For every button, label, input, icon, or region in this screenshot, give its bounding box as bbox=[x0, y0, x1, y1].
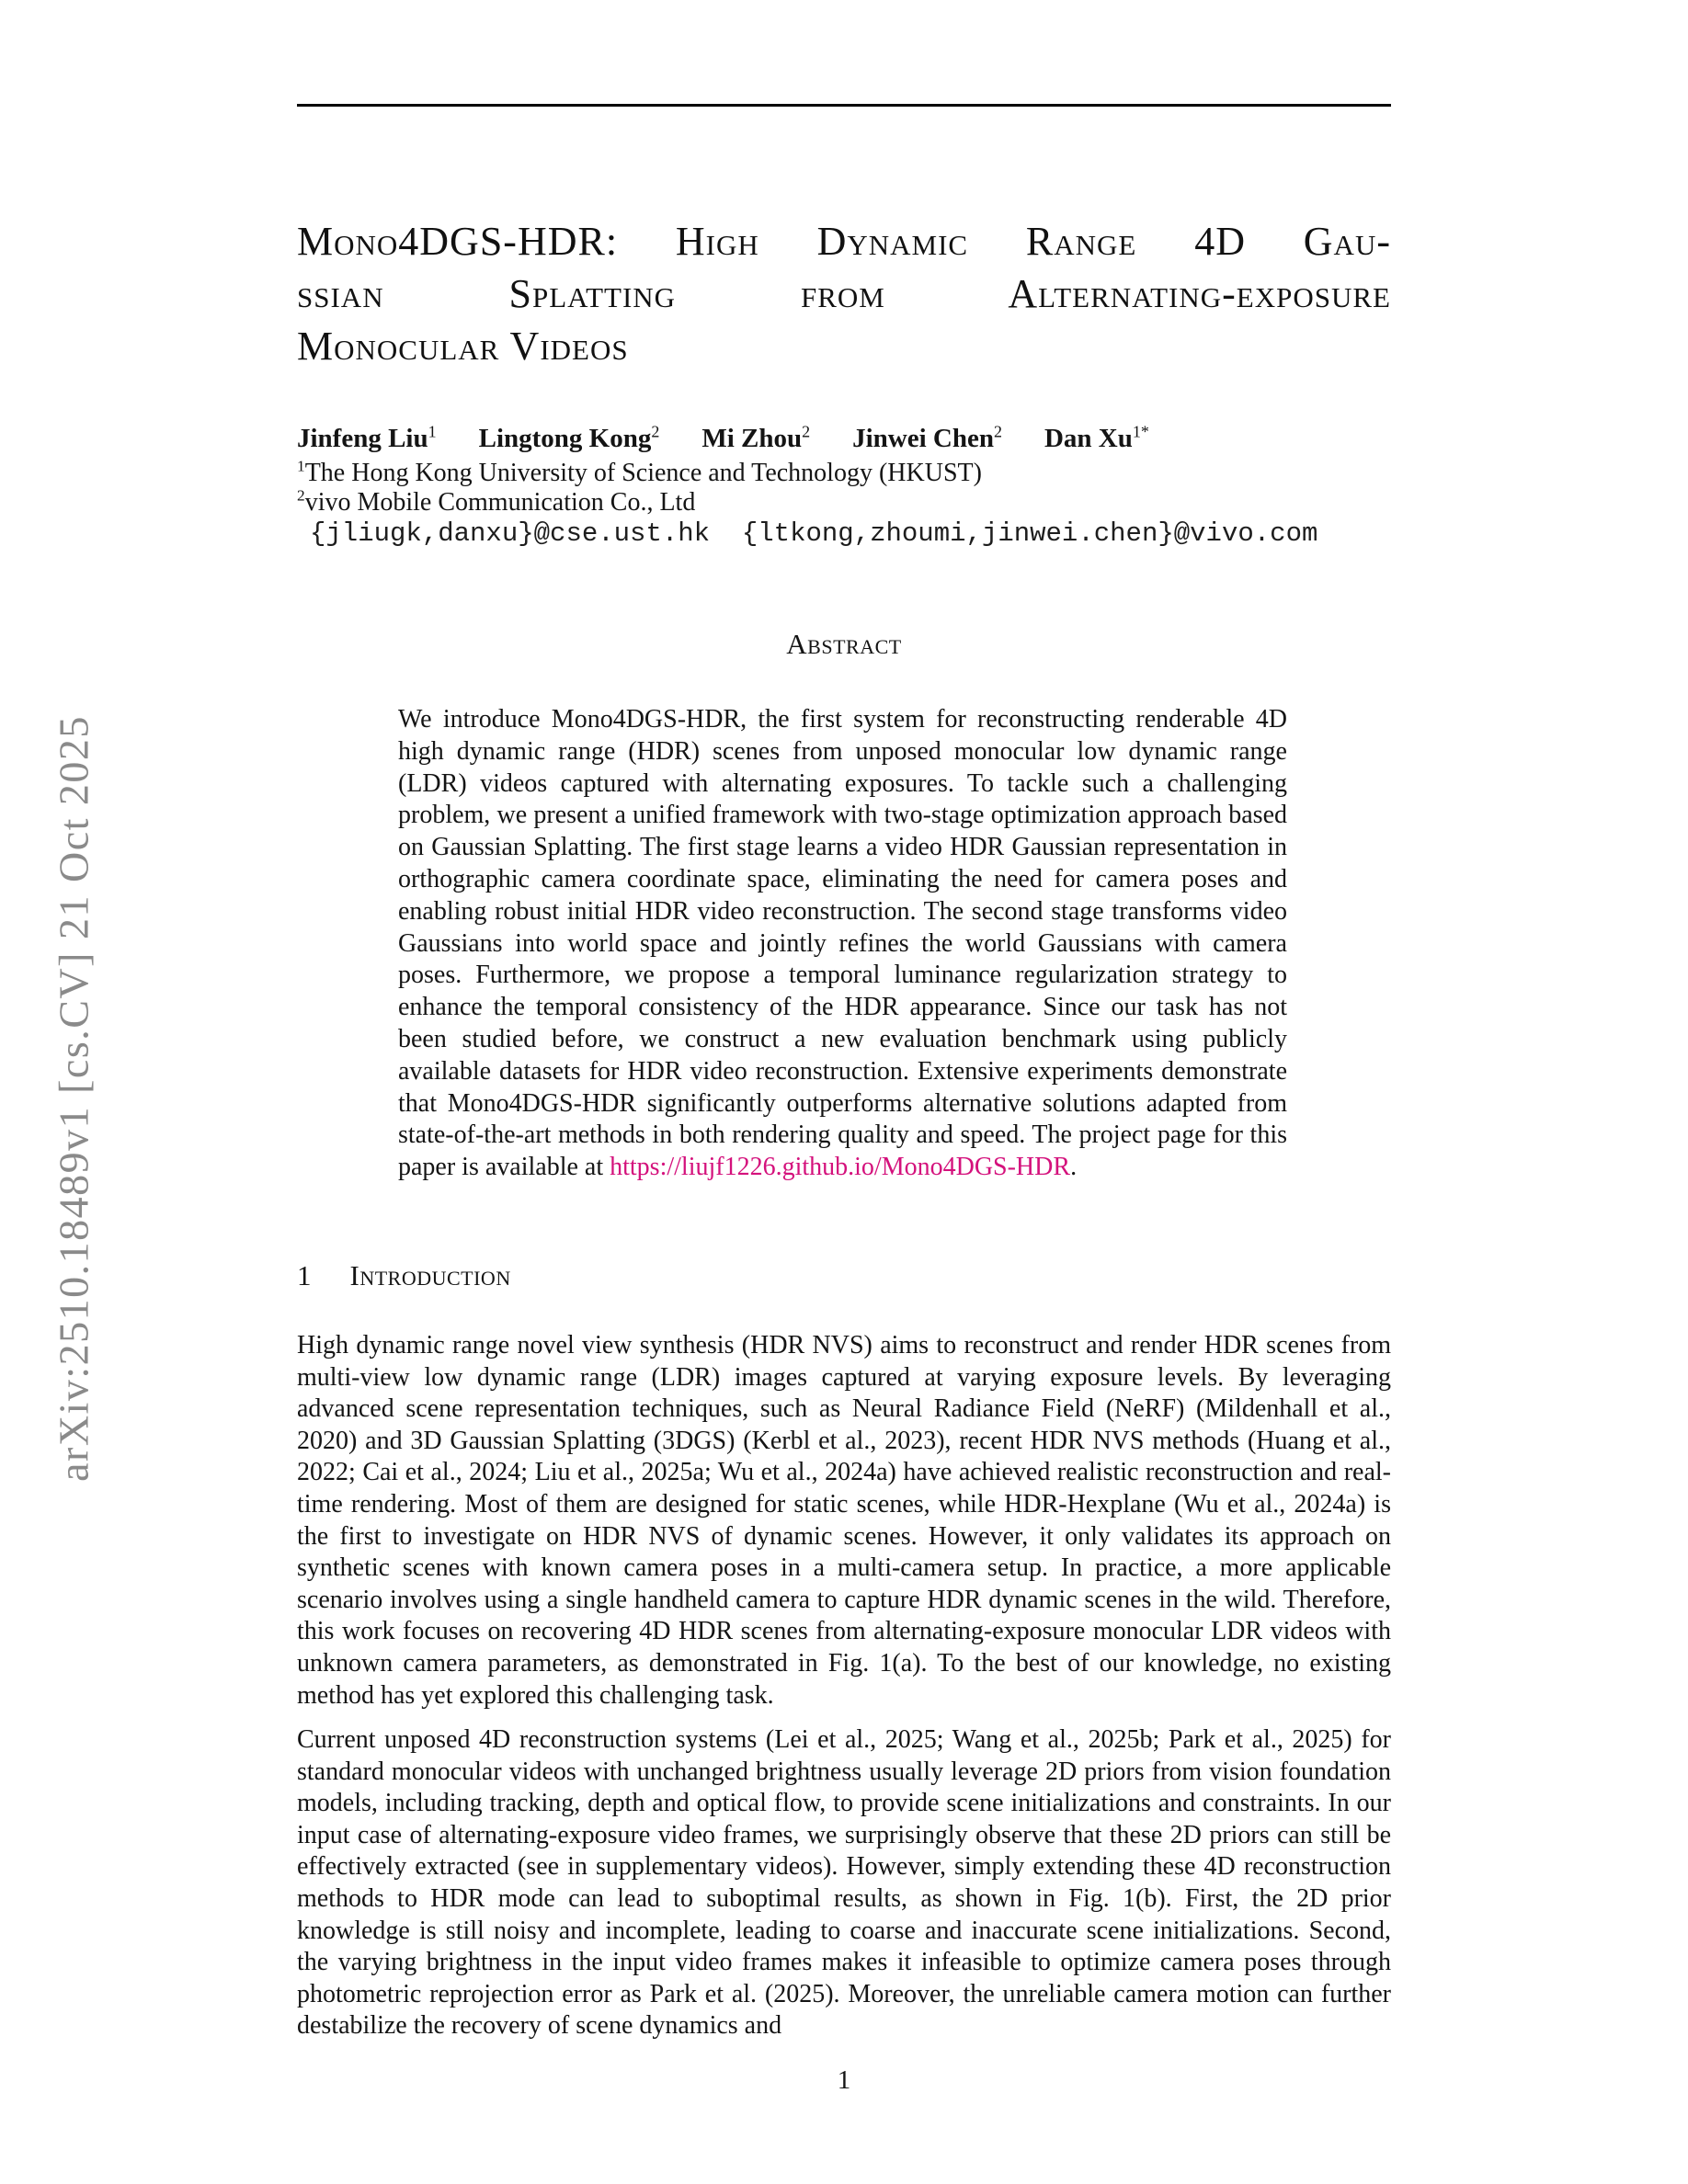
affiliation-text: vivo Mobile Communication Co., Ltd bbox=[304, 488, 696, 517]
project-page-link[interactable]: https://liujf1226.github.io/Mono4DGS-HDR bbox=[610, 1153, 1071, 1182]
author-name: Lingtong Kong bbox=[478, 424, 652, 453]
paper-title-line-1: Mono4DGS-HDR: High Dynamic Range 4D Gau- bbox=[297, 219, 1391, 264]
affiliation-text: The Hong Kong University of Science and Technology (HKUST) bbox=[304, 459, 982, 487]
author bbox=[297, 424, 437, 453]
paper-title bbox=[297, 215, 1391, 372]
author-affiliation-mark: 2 bbox=[802, 422, 811, 441]
author-affiliation-mark: 2 bbox=[651, 422, 660, 441]
author bbox=[701, 424, 810, 453]
introduction-paragraph-1: High dynamic range novel view synthesis (HDR NVS) aims to reconstruct and render HDR scenes from multi-view low dynamic range (LDR) images captured at varying exposure levels. By leveraging advanced scene representation techniques, such as Neural Radiance Field (NeRF) (Mildenhall et al., 2020) and 3D Gaussian Splatting (3DGS) (Kerbl et al., 2023), recent HDR NVS methods (Huang et al., 2022; Cai et al., 2024; Liu et al., 2025a; Wu et al., 2024a) have achieved realistic reconstruction and real-time rendering. Most of them are designed for static scenes, while HDR-Hexplane (Wu et al., 2024a) is the first to investigate on HDR NVS of dynamic scenes. However, it only validates its approach on synthetic scenes with known camera poses in a multi-camera setup. In practice, a more applicable scenario involves using a single handheld camera to capture HDR dynamic scenes in the wild. Therefore, this work focuses on recovering 4D HDR scenes from alternating-exposure monocular LDR videos with unknown camera parameters, as demonstrated in Fig. 1(a). To the best of our knowledge, no existing method has yet explored this challenging task. bbox=[297, 1331, 1391, 1710]
author-affiliation-mark: 1* bbox=[1132, 422, 1149, 441]
affiliation-hkust bbox=[297, 459, 982, 488]
abstract-text: We introduce Mono4DGS-HDR, the first system for reconstructing renderable 4D high dynamic range (HDR) scenes from unposed monocular low dynamic range (LDR) videos captured with alternating exposures. To tackle such a challenging problem, we present a unified framework with two-stage optimization approach based on Gaussian Splatting. The first stage learns a video HDR Gaussian representation in orthographic camera coordinate space, eliminating the need for camera poses and enabling robust initial HDR video reconstruction. The second stage transforms video Gaussians into world space and jointly refines the world Gaussians with camera poses. Furthermore, we propose a temporal luminance regularization strategy to enhance the temporal consistency of the HDR appearance. Since our task has not been studied before, we construct a new evaluation benchmark using publicly available datasets for HDR video reconstruction. Extensive experiments demonstrate that Mono4DGS-HDR significantly outperforms alternative solutions adapted from state-of-the-art methods in both rendering quality and speed. The project page for this paper is available at bbox=[398, 705, 1287, 1182]
affiliation-mark: 2 bbox=[297, 486, 305, 505]
arxiv-watermark: arXiv:2510.18489v1 [cs.CV] 21 Oct 2025 bbox=[50, 715, 97, 1482]
abstract-body bbox=[398, 704, 1287, 1184]
author-emails: {jliugk,danxu}@cse.ust.hk {ltkong,zhoumi,jinwei.chen}@vivo.com bbox=[310, 518, 1318, 549]
introduction-paragraph-2: Current unposed 4D reconstruction systems (Lei et al., 2025; Wang et al., 2025b; Park et al., 2025) for standard monocular videos with unchanged brightness usually leverage 2D priors from vision foundation models, including tracking, depth and optical flow, to provide scene initializations and constraints. In our input case of alternating-exposure video frames, we surprisingly observe that these 2D priors can still be effectively extracted (see in supplementary videos). However, simply extending these 4D reconstruction methods to HDR mode can lead to suboptimal results, as shown in Fig. 1(b). First, the 2D prior knowledge is still noisy and incomplete, leading to coarse and inaccurate scene initializations. Second, the varying brightness in the input video frames makes it infeasible to optimize camera poses through photometric reprojection error as Park et al. (2025). Moreover, the unreliable camera motion can further destabilize the recovery of scene dynamics and bbox=[297, 1725, 1391, 2041]
paper-page bbox=[297, 0, 1391, 2184]
section-title: Introduction bbox=[349, 1259, 511, 1291]
author bbox=[852, 424, 1002, 453]
section-number: 1 bbox=[297, 1259, 312, 1291]
author-affiliation-mark: 1 bbox=[428, 422, 437, 441]
page-number: 1 bbox=[837, 2065, 851, 2095]
author-name: Dan Xu bbox=[1044, 424, 1133, 453]
paper-title-line-3: Monocular Videos bbox=[297, 324, 629, 369]
abstract-heading: Abstract bbox=[786, 628, 902, 660]
author bbox=[1044, 424, 1149, 453]
abstract-text-end: . bbox=[1070, 1153, 1078, 1182]
affiliation-mark: 1 bbox=[297, 457, 305, 475]
section-heading-introduction bbox=[297, 1259, 511, 1292]
affiliation-vivo bbox=[297, 488, 695, 518]
paper-title-line-2: ssian Splatting from Alternating-exposure bbox=[297, 271, 1391, 316]
author-name: Mi Zhou bbox=[701, 424, 803, 453]
author bbox=[479, 424, 660, 453]
author-name: Jinwei Chen bbox=[852, 424, 994, 453]
author-name: Jinfeng Liu bbox=[297, 424, 428, 453]
authors-line bbox=[297, 424, 1192, 454]
author-affiliation-mark: 2 bbox=[994, 422, 1002, 441]
